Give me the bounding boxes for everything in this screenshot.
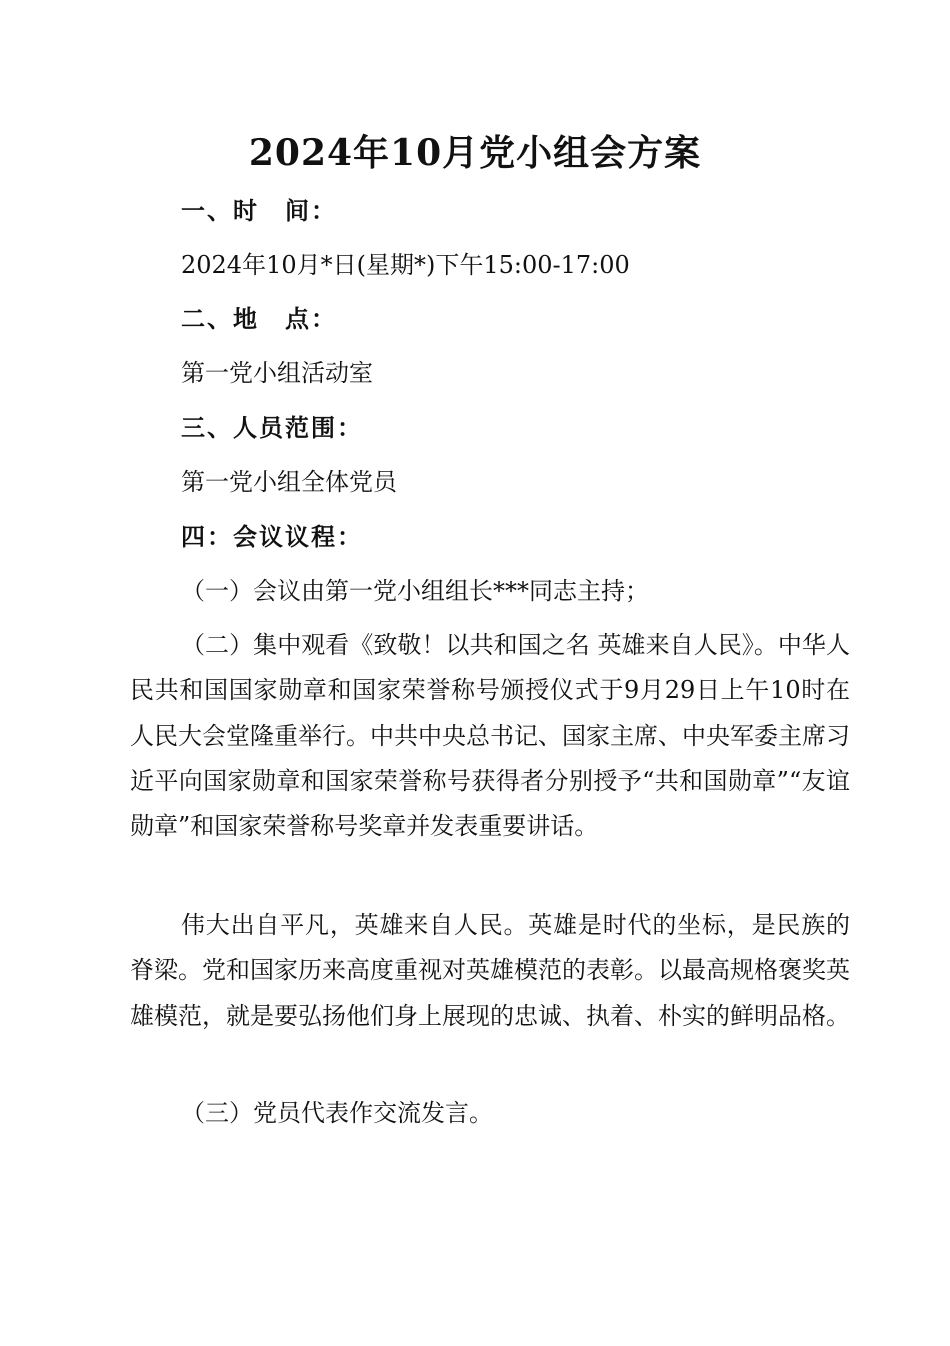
section-heading-time: 一、时 间： — [181, 197, 337, 225]
section-content-time: 2024年10月*日(星期*)下午15:00-17:00 — [181, 251, 630, 279]
agenda-item-1: （一）会议由第一党小组组长***同志主持； — [181, 577, 649, 605]
agenda-item-2: （二）集中观看《致敬！以共和国之名 英雄来自人民》。中华人民共和国国家勋章和国家荣誉称号颁授仪式于9月29日上午10时在人民大会堂隆重举行。中共中央总书记、国家主席、中央军委主席习近平向国家勋章和国家荣誉称号获得者分别授予“共和国勋章”“友谊勋章”和国家荣誉称号奖章并发表重要讲话。 — [130, 631, 850, 841]
section-heading-attendees: 三、人员范围： — [181, 414, 363, 442]
section-content-attendees: 第一党小组全体党员 — [181, 468, 397, 496]
section-content-location: 第一党小组活动室 — [181, 359, 373, 387]
agenda-item-3: （三）党员代表作交流发言。 — [181, 1099, 493, 1127]
document-title: 2024年10月党小组会方案 — [248, 132, 702, 174]
agenda-paragraph-heroes: 伟大出自平凡，英雄来自人民。英雄是时代的坐标，是民族的脊梁。党和国家历来高度重视对英雄模范的表彰。以最高规格褒奖英雄模范，就是要弘扬他们身上展现的忠诚、执着、朴实的鲜明品格。 — [130, 911, 850, 1030]
section-heading-location: 二、地 点： — [181, 305, 337, 333]
section-heading-agenda: 四：会议议程： — [181, 523, 363, 551]
